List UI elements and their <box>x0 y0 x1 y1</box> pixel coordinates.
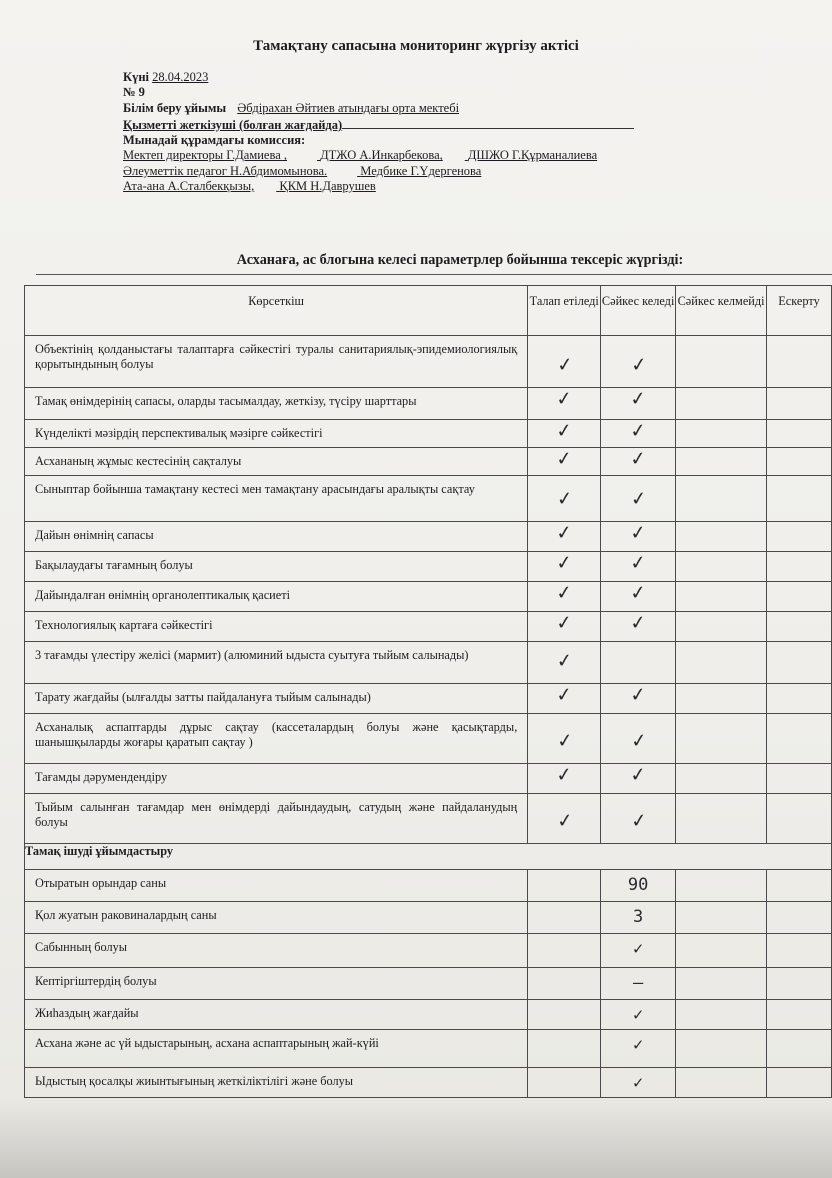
handwritten-mark: ✓ <box>555 683 574 707</box>
note-cell <box>767 420 832 448</box>
table-row <box>25 522 832 552</box>
document-number: № 9 <box>123 85 145 100</box>
handwritten-mark <box>675 709 767 738</box>
commission-parent: Ата-ана А.Сталбекқызы, <box>123 179 255 194</box>
commission-label: Мынадай құрамдағы комиссия: <box>123 133 306 148</box>
section-row <box>25 844 832 870</box>
handwritten-mark <box>767 1027 831 1042</box>
table-row <box>25 968 832 1000</box>
required-cell <box>528 714 601 764</box>
handwritten-mark: ✓ <box>555 419 574 443</box>
handwritten-mark: ✓ <box>555 387 574 411</box>
table-row <box>25 612 832 642</box>
org-value: Әбдірахан Әйтиев атындағы орта мектебі <box>237 100 460 115</box>
commission-kkm: ҚКМ Н.Даврушев <box>279 179 376 194</box>
not-complies-cell <box>676 794 767 844</box>
not-complies-cell <box>676 902 767 934</box>
handwritten-mark: ✓ <box>629 551 648 575</box>
indicator-label: Дайындалған өнімнің органолептикалық қасиеті <box>35 588 290 602</box>
table-row <box>25 1068 832 1098</box>
date-value: 28.04.2023 <box>152 70 209 84</box>
header-note: Ескерту <box>767 286 832 336</box>
indicator-label: Тыйым салынған тағамдар мен өнімдерді дайындаудың, сатудың және пайдаланудың болуы <box>35 800 518 829</box>
commission-medic: Медбике Г.Үдергенова <box>360 163 482 178</box>
indicator-cell <box>25 582 528 612</box>
table-row <box>25 336 832 388</box>
table-row <box>25 552 832 582</box>
indicator-cell <box>25 1030 528 1068</box>
table-row <box>25 794 832 844</box>
handwritten-mark: ✓ <box>556 353 575 377</box>
commission-line-3 <box>123 179 634 194</box>
handwritten-mark: ✓ <box>555 611 574 635</box>
indicator-label: Отыратын орындар саны <box>35 876 167 890</box>
handwritten-mark: – <box>633 973 644 993</box>
indicator-cell <box>25 764 528 794</box>
not-complies-cell <box>676 476 767 522</box>
not-complies-cell <box>676 612 767 642</box>
required-cell <box>528 684 601 714</box>
required-cell <box>528 1068 601 1098</box>
indicator-cell <box>25 714 528 764</box>
indicator-cell <box>25 336 528 388</box>
indicator-label: Асхана және ас үй ыдыстарының, асхана аспаптарының жай-күйі <box>35 1036 379 1050</box>
handwritten-mark: ✓ <box>630 729 649 753</box>
handwritten-mark: ✓ <box>630 353 649 377</box>
photo-shadow <box>0 1098 832 1178</box>
commission-line-2 <box>123 164 634 179</box>
note-cell <box>767 934 832 968</box>
commission-line-1 <box>123 148 634 163</box>
complies-cell <box>601 764 676 794</box>
table-row <box>25 902 832 934</box>
required-cell <box>528 388 601 420</box>
table-row <box>25 870 832 902</box>
indicator-label: Тарату жағдайы (ылғалды затты пайдалануға тыйым салынады) <box>35 690 371 704</box>
commission-director: Мектеп директоры Г.Дамиева , <box>123 148 288 163</box>
not-complies-cell <box>676 714 767 764</box>
divider-line <box>36 274 832 275</box>
handwritten-mark: ✓ <box>629 521 648 545</box>
complies-cell <box>601 476 676 522</box>
complies-cell <box>601 582 676 612</box>
handwritten-mark: ✓ <box>633 939 644 959</box>
required-cell <box>528 1030 601 1068</box>
handwritten-mark <box>528 1026 600 1041</box>
handwritten-mark: ✓ <box>633 1005 644 1025</box>
indicator-label: Ыдыстың қосалқы жиынтығының жеткіліктілігі және болуы <box>35 1074 354 1088</box>
required-cell <box>528 612 601 642</box>
document-title: Тамақтану сапасына мониторинг жүргізу актісі <box>253 38 579 54</box>
indicator-label: Кептіргіштердің болуы <box>35 974 157 988</box>
note-cell <box>767 642 832 684</box>
note-cell <box>767 968 832 1000</box>
note-cell <box>767 552 832 582</box>
indicator-cell <box>25 968 528 1000</box>
complies-cell <box>601 336 676 388</box>
note-cell <box>767 1068 832 1098</box>
complies-cell <box>601 642 676 684</box>
handwritten-mark: ✓ <box>555 521 574 545</box>
not-complies-cell <box>676 642 767 684</box>
note-cell <box>767 794 832 844</box>
indicator-label: Асхананың жұмыс кестесінің сақталуы <box>35 454 242 468</box>
header-not-complies: Сәйкес келмейді <box>676 286 767 336</box>
note-cell <box>767 612 832 642</box>
not-complies-cell <box>676 1068 767 1098</box>
handwritten-mark: ✓ <box>555 447 574 471</box>
handwritten-mark: ✓ <box>629 611 648 635</box>
indicator-cell <box>25 612 528 642</box>
not-complies-cell <box>676 582 767 612</box>
table-row <box>25 476 832 522</box>
handwritten-mark <box>676 637 767 658</box>
handwritten-mark: ✓ <box>555 649 574 673</box>
handwritten-mark: ✓ <box>556 809 575 833</box>
not-complies-cell <box>676 968 767 1000</box>
date-label: Күні <box>123 70 149 84</box>
indicator-cell <box>25 934 528 968</box>
indicator-cell <box>25 552 528 582</box>
not-complies-cell <box>676 870 767 902</box>
handwritten-mark: ✓ <box>555 763 574 787</box>
indicator-cell <box>25 1068 528 1098</box>
indicator-label: Сыныптар бойынша тамақтану кестесі мен тамақтану арасындағы аралықты сақтау <box>35 482 475 496</box>
indicator-cell <box>25 902 528 934</box>
table-row <box>25 448 832 476</box>
note-cell <box>767 336 832 388</box>
handwritten-mark <box>766 711 832 738</box>
not-complies-cell <box>676 1030 767 1068</box>
handwritten-mark: ✓ <box>629 387 648 411</box>
header-indicator: Көрсеткіш <box>25 286 528 336</box>
note-cell <box>767 1030 832 1068</box>
table-row <box>25 1000 832 1030</box>
required-cell <box>528 582 601 612</box>
handwritten-mark: ✓ <box>633 1035 644 1055</box>
table-row <box>25 684 832 714</box>
handwritten-mark: ✓ <box>629 447 648 471</box>
required-cell <box>528 420 601 448</box>
indicator-label: 3 тағамды үлестіру желісі (мармит) (алюминий ыдыста суытуға тыйым салынады) <box>35 648 469 662</box>
handwritten-mark <box>675 789 767 818</box>
handwritten-mark <box>676 471 767 496</box>
complies-cell <box>601 934 676 968</box>
not-complies-cell <box>676 420 767 448</box>
required-cell <box>528 448 601 476</box>
indicator-label: Дайын өнімнің сапасы <box>35 528 154 542</box>
indicator-cell <box>25 388 528 420</box>
note-cell <box>767 582 832 612</box>
required-cell <box>528 794 601 844</box>
commission-dtzho: ДТЖО А.Инкарбекова, <box>320 148 443 163</box>
handwritten-mark: ✓ <box>629 581 648 605</box>
handwritten-mark <box>601 638 676 658</box>
indicator-cell <box>25 642 528 684</box>
handwritten-mark <box>766 791 832 818</box>
required-cell <box>528 764 601 794</box>
commission-social-teacher: Әлеуметтік педагог Н.Абдимомынова. <box>123 163 328 178</box>
handwritten-mark: ✓ <box>629 487 649 511</box>
handwritten-mark: ✓ <box>633 1073 644 1093</box>
note-cell <box>767 1000 832 1030</box>
provider-line <box>123 116 634 133</box>
not-complies-cell <box>676 522 767 552</box>
handwritten-mark: ✓ <box>630 809 649 833</box>
complies-cell <box>601 522 676 552</box>
complies-cell <box>601 714 676 764</box>
complies-cell <box>601 684 676 714</box>
complies-cell <box>601 1068 676 1098</box>
indicator-cell <box>25 870 528 902</box>
org-line <box>123 101 634 116</box>
indicator-cell <box>25 522 528 552</box>
table-row <box>25 388 832 420</box>
note-cell <box>767 476 832 522</box>
header-required: Талап етіледі <box>528 286 601 336</box>
handwritten-mark: ✓ <box>556 729 575 753</box>
handwritten-mark <box>767 639 832 658</box>
note-cell <box>767 388 832 420</box>
document-meta <box>123 70 634 194</box>
not-complies-cell <box>676 336 767 388</box>
indicator-label: Асханалық аспаптарды дұрыс сақтау (кассеталардың болуы және қасықтарды, шанышқыларды жоғары қаратып сақтау ) <box>35 720 518 749</box>
table-row <box>25 934 832 968</box>
provider-label: Қызметті жеткізуші (болған жағдайда) <box>123 117 343 132</box>
indicator-cell <box>25 1000 528 1030</box>
handwritten-mark <box>675 331 767 362</box>
table-header-row <box>25 286 832 336</box>
required-cell <box>528 870 601 902</box>
complies-cell <box>601 448 676 476</box>
section-title: Тамақ ішуді ұйымдастыру <box>25 844 832 870</box>
handwritten-mark: 90 <box>627 875 649 895</box>
note-cell <box>767 764 832 794</box>
commission-dshzho: ДШЖО Г.Құрманалиева <box>467 148 598 163</box>
indicator-label: Жиһаздың жағдайы <box>35 1006 139 1020</box>
required-cell <box>528 642 601 684</box>
indicator-cell <box>25 684 528 714</box>
handwritten-mark <box>766 473 831 496</box>
handwritten-mark: ✓ <box>555 487 575 511</box>
indicator-cell <box>25 448 528 476</box>
not-complies-cell <box>676 764 767 794</box>
complies-cell <box>601 388 676 420</box>
date-line <box>123 70 634 85</box>
handwritten-mark: 3 <box>633 907 644 927</box>
note-cell <box>767 684 832 714</box>
note-cell <box>767 522 832 552</box>
required-cell <box>528 552 601 582</box>
handwritten-mark: ✓ <box>629 683 648 707</box>
indicator-label: Күнделікті мәзірдің перспективалық мәзірге сәйкестігі <box>35 426 323 440</box>
table-row <box>25 764 832 794</box>
indicator-cell <box>25 476 528 522</box>
indicator-label: Сабынның болуы <box>35 940 128 954</box>
complies-cell <box>601 612 676 642</box>
not-complies-cell <box>676 934 767 968</box>
required-cell <box>528 522 601 552</box>
handwritten-mark <box>766 333 832 362</box>
handwritten-mark: ✓ <box>629 419 648 443</box>
indicator-label: Тағамды дәрумендендіру <box>35 770 168 784</box>
complies-cell <box>601 902 676 934</box>
not-complies-cell <box>676 552 767 582</box>
indicator-label: Бақылаудағы тағамның болуы <box>35 558 193 572</box>
complies-cell <box>601 1030 676 1068</box>
complies-cell <box>601 420 676 448</box>
table-row <box>25 582 832 612</box>
indicator-cell <box>25 420 528 448</box>
handwritten-mark: ✓ <box>555 581 574 605</box>
table-row <box>25 420 832 448</box>
note-cell <box>767 870 832 902</box>
complies-cell <box>601 552 676 582</box>
required-cell <box>528 1000 601 1030</box>
required-cell <box>528 336 601 388</box>
required-cell <box>528 476 601 522</box>
required-cell <box>528 902 601 934</box>
required-cell <box>528 968 601 1000</box>
indicator-label: Объектінің қолданыстағы талаптарға сәйкестігі туралы санитариялық-эпидемиологиялық қорытындының болуы <box>35 342 518 371</box>
required-cell <box>528 934 601 968</box>
table-row <box>25 642 832 684</box>
not-complies-cell <box>676 1000 767 1030</box>
complies-cell <box>601 1000 676 1030</box>
provider-blank <box>342 116 634 129</box>
table-row <box>25 714 832 764</box>
complies-cell <box>601 968 676 1000</box>
handwritten-mark: ✓ <box>555 551 574 575</box>
header-complies: Сәйкес келеді <box>601 286 676 336</box>
handwritten-mark: ✓ <box>629 763 648 787</box>
note-cell <box>767 902 832 934</box>
not-complies-cell <box>676 388 767 420</box>
indicator-label: Технологиялық картаға сәйкестігі <box>35 618 213 632</box>
inspection-table <box>24 285 832 1098</box>
complies-cell <box>601 870 676 902</box>
not-complies-cell <box>676 448 767 476</box>
indicator-label: Қол жуатын раковиналардың саны <box>35 908 217 922</box>
note-cell <box>767 714 832 764</box>
inspection-subtitle: Асханаға, ас блогына келесі параметрлер бойынша тексеріс жүргізді: <box>236 252 684 268</box>
table-row <box>25 1030 832 1068</box>
indicator-cell <box>25 794 528 844</box>
complies-cell <box>601 794 676 844</box>
indicator-label: Тамақ өнімдерінің сапасы, оларды тасымалдау, жеткізу, түсіру шарттары <box>35 394 417 408</box>
note-cell <box>767 448 832 476</box>
org-label: Білім беру ұйымы <box>123 100 227 115</box>
not-complies-cell <box>676 684 767 714</box>
